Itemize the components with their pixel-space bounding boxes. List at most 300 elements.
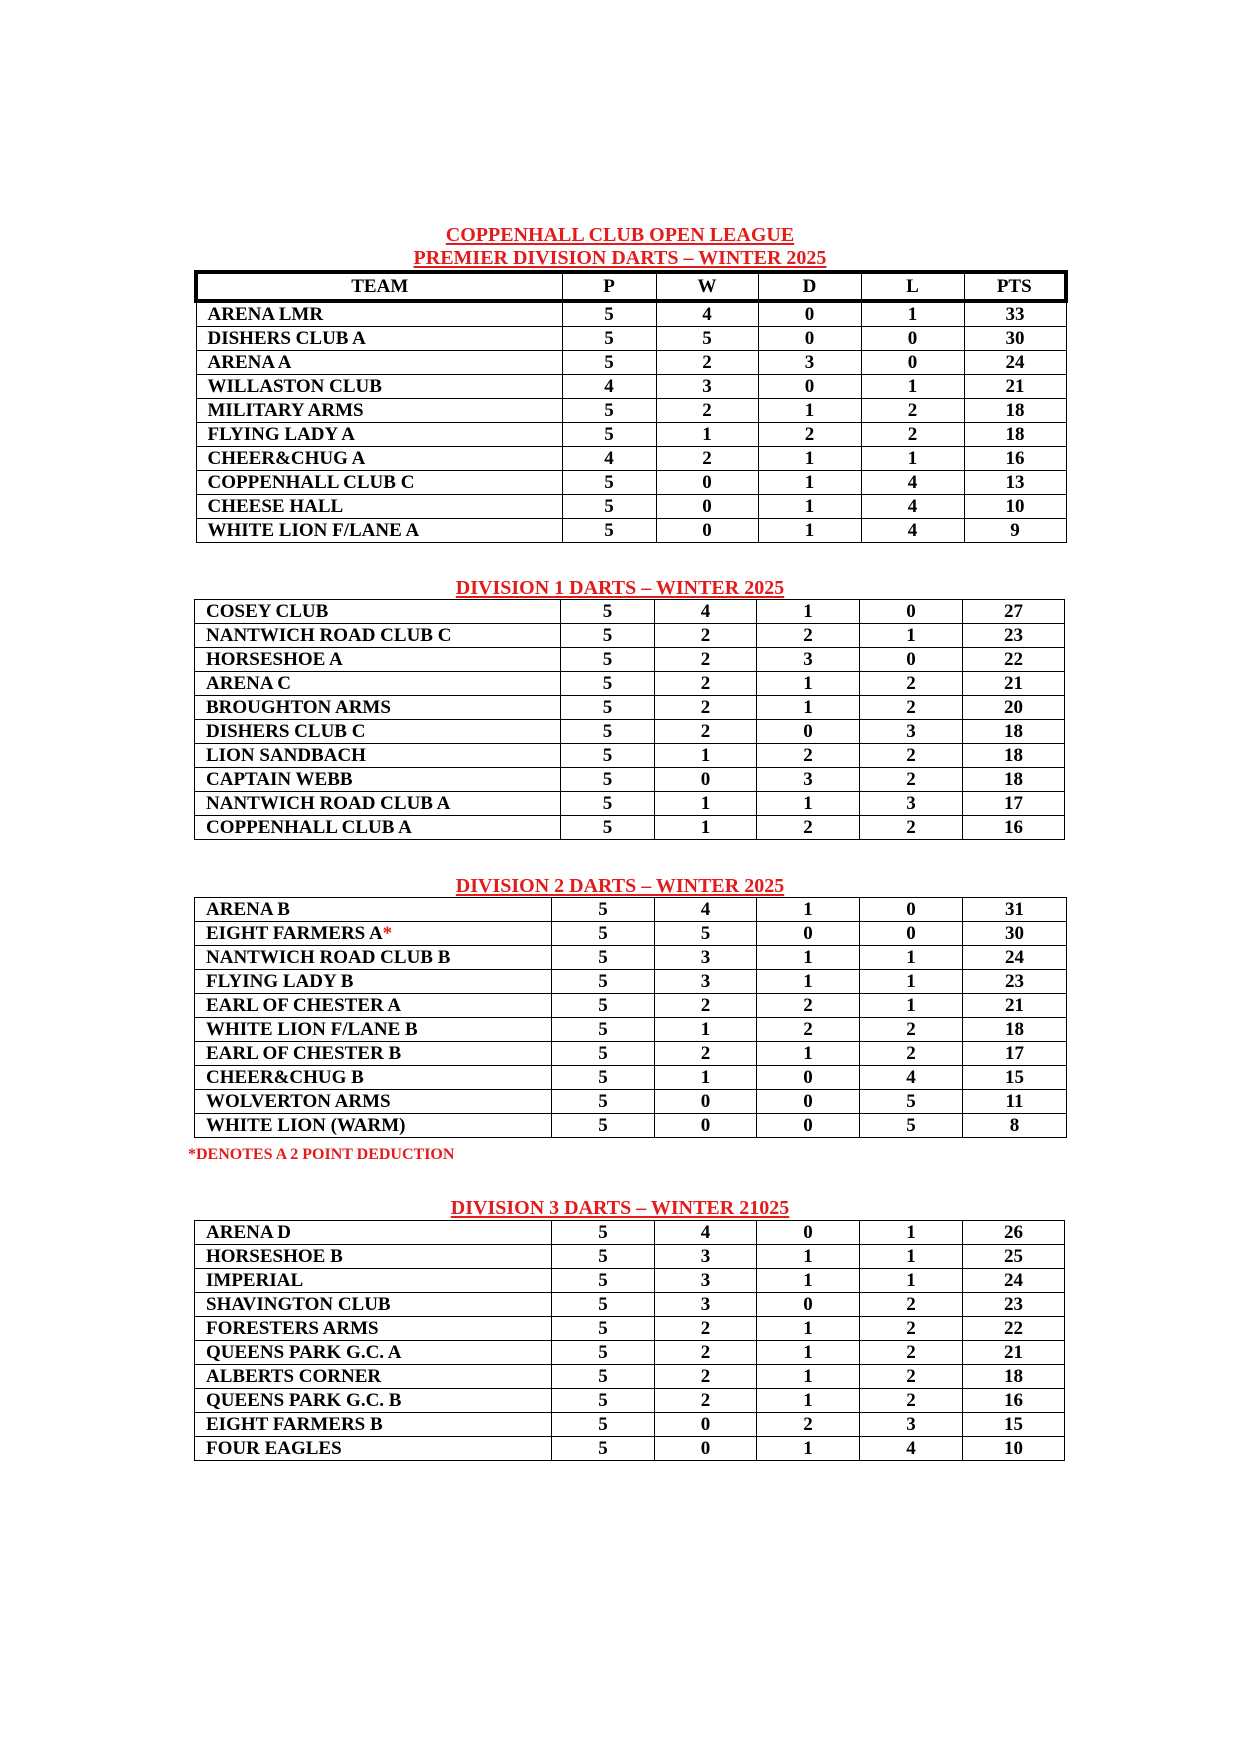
lost-cell: 0 [860, 922, 963, 946]
points-cell: 24 [963, 1269, 1065, 1293]
team-name-cell [195, 768, 561, 792]
points-cell: 26 [963, 1221, 1065, 1245]
drawn-cell: 2 [757, 1413, 860, 1437]
played-cell: 5 [552, 1018, 655, 1042]
lost-cell: 5 [860, 1114, 963, 1138]
division-1-table [194, 599, 1065, 840]
lost-cell: 4 [861, 519, 964, 543]
team-name: FOUR EAGLES [206, 1438, 342, 1459]
played-cell: 5 [552, 898, 655, 922]
table-row [195, 1090, 1067, 1114]
points-cell: 10 [963, 1437, 1065, 1461]
points-cell: 30 [963, 922, 1067, 946]
team-name-cell [195, 922, 552, 946]
table-row [195, 1293, 1065, 1317]
team-name-cell [195, 1042, 552, 1066]
team-name: ARENA D [206, 1222, 291, 1243]
points-cell: 21 [963, 672, 1065, 696]
team-name: WHITE LION F/LANE B [206, 1019, 418, 1040]
points-cell: 30 [964, 327, 1066, 351]
points-cell: 27 [963, 600, 1065, 624]
deduction-note: *DENOTES A 2 POINT DEDUCTION [188, 1146, 455, 1163]
division-2-table [194, 897, 1067, 1138]
played-cell: 5 [552, 1293, 655, 1317]
lost-cell: 1 [860, 624, 963, 648]
lost-cell: 0 [861, 327, 964, 351]
team-name: CHEER&CHUG B [206, 1067, 364, 1088]
drawn-cell: 1 [758, 471, 861, 495]
points-cell: 17 [963, 1042, 1067, 1066]
team-name: SHAVINGTON CLUB [206, 1294, 391, 1315]
won-cell: 2 [655, 1389, 757, 1413]
team-name-cell [195, 648, 561, 672]
won-cell: 1 [655, 792, 757, 816]
drawn-cell: 1 [757, 946, 860, 970]
drawn-cell: 2 [757, 994, 860, 1018]
column-header-l: L [861, 272, 964, 301]
played-cell: 5 [562, 423, 656, 447]
division-3-table [194, 1220, 1065, 1461]
won-cell: 4 [655, 1221, 757, 1245]
table-row [195, 1413, 1065, 1437]
team-name-cell [195, 672, 561, 696]
won-cell: 0 [655, 768, 757, 792]
drawn-cell: 1 [757, 672, 860, 696]
team-name-cell [195, 898, 552, 922]
drawn-cell: 2 [758, 423, 861, 447]
lost-cell: 1 [861, 301, 964, 327]
points-cell: 10 [964, 495, 1066, 519]
won-cell: 0 [655, 1090, 757, 1114]
played-cell: 5 [561, 648, 655, 672]
team-name-cell [196, 375, 562, 399]
team-name-cell [195, 816, 561, 840]
team-name-cell [195, 600, 561, 624]
premier-division-heading: PREMIER DIVISION DARTS – WINTER 2025 [413, 247, 827, 269]
played-cell: 5 [552, 1437, 655, 1461]
points-cell: 24 [964, 351, 1066, 375]
drawn-cell: 0 [757, 1221, 860, 1245]
lost-cell: 2 [860, 816, 963, 840]
column-header-team: TEAM [196, 272, 562, 301]
lost-cell: 1 [860, 994, 963, 1018]
lost-cell: 2 [860, 672, 963, 696]
points-cell: 20 [963, 696, 1065, 720]
won-cell: 2 [656, 447, 758, 471]
team-name-cell [195, 1341, 552, 1365]
points-cell: 18 [963, 744, 1065, 768]
table-row [195, 922, 1067, 946]
drawn-cell: 1 [757, 1389, 860, 1413]
table-row [196, 351, 1066, 375]
lost-cell: 2 [860, 744, 963, 768]
played-cell: 5 [552, 1066, 655, 1090]
drawn-cell: 1 [757, 1437, 860, 1461]
drawn-cell: 1 [757, 1317, 860, 1341]
table-row [195, 1042, 1067, 1066]
points-cell: 23 [963, 624, 1065, 648]
team-name: CHEESE HALL [207, 496, 344, 517]
drawn-cell: 0 [758, 327, 861, 351]
points-cell: 11 [963, 1090, 1067, 1114]
team-name: DISHERS CLUB C [206, 721, 366, 742]
points-cell: 21 [963, 1341, 1065, 1365]
team-name: ARENA C [206, 673, 291, 694]
drawn-cell: 1 [757, 970, 860, 994]
lost-cell: 1 [861, 375, 964, 399]
lost-cell: 0 [860, 648, 963, 672]
drawn-cell: 0 [757, 1066, 860, 1090]
table-row [195, 696, 1065, 720]
won-cell: 4 [655, 600, 757, 624]
lost-cell: 2 [861, 399, 964, 423]
points-cell: 18 [963, 768, 1065, 792]
table-body [196, 301, 1066, 543]
team-name-cell [195, 1221, 552, 1245]
division-3-heading: DIVISION 3 DARTS – WINTER 21025 [450, 1197, 790, 1219]
team-name-cell [195, 1269, 552, 1293]
lost-cell: 2 [860, 1293, 963, 1317]
team-name-cell [195, 1018, 552, 1042]
drawn-cell: 0 [757, 922, 860, 946]
played-cell: 5 [562, 471, 656, 495]
team-name: QUEENS PARK G.C. B [206, 1390, 402, 1411]
played-cell: 5 [552, 922, 655, 946]
won-cell: 1 [655, 1066, 757, 1090]
played-cell: 5 [552, 1365, 655, 1389]
played-cell: 4 [562, 375, 656, 399]
played-cell: 5 [561, 720, 655, 744]
drawn-cell: 3 [757, 648, 860, 672]
won-cell: 0 [655, 1437, 757, 1461]
team-name: ALBERTS CORNER [206, 1366, 382, 1387]
points-cell: 23 [963, 970, 1067, 994]
drawn-cell: 1 [757, 1042, 860, 1066]
table-row [196, 423, 1066, 447]
won-cell: 0 [655, 1413, 757, 1437]
points-cell: 18 [963, 1365, 1065, 1389]
played-cell: 5 [561, 672, 655, 696]
points-cell: 9 [964, 519, 1066, 543]
division-1-heading: DIVISION 1 DARTS – WINTER 2025 [455, 577, 785, 599]
team-name: CHEER&CHUG A [207, 448, 366, 469]
won-cell: 2 [655, 624, 757, 648]
played-cell: 5 [552, 1042, 655, 1066]
won-cell: 3 [656, 375, 758, 399]
lost-cell: 1 [860, 970, 963, 994]
table-header-row [196, 272, 1066, 301]
table-row [196, 519, 1066, 543]
drawn-cell: 3 [758, 351, 861, 375]
won-cell: 0 [656, 471, 758, 495]
team-name: WHITE LION F/LANE A [207, 520, 420, 541]
won-cell: 1 [656, 423, 758, 447]
drawn-cell: 1 [757, 1365, 860, 1389]
played-cell: 5 [552, 970, 655, 994]
table-row [195, 1437, 1065, 1461]
drawn-cell: 2 [757, 1018, 860, 1042]
team-name: COPPENHALL CLUB A [206, 817, 412, 838]
drawn-cell: 0 [758, 375, 861, 399]
team-name-cell [196, 447, 562, 471]
table-row [195, 1317, 1065, 1341]
played-cell: 5 [552, 1114, 655, 1138]
played-cell: 5 [562, 399, 656, 423]
points-cell: 18 [964, 423, 1066, 447]
team-name: EIGHT FARMERS A [206, 923, 383, 944]
points-cell: 18 [964, 399, 1066, 423]
won-cell: 5 [656, 327, 758, 351]
lost-cell: 4 [861, 471, 964, 495]
won-cell: 2 [655, 720, 757, 744]
won-cell: 4 [655, 898, 757, 922]
table-row [195, 946, 1067, 970]
won-cell: 3 [655, 1245, 757, 1269]
won-cell: 2 [655, 1317, 757, 1341]
team-name: FLYING LADY A [207, 424, 355, 445]
team-name: DISHERS CLUB A [207, 328, 366, 349]
lost-cell: 1 [860, 1269, 963, 1293]
points-cell: 16 [963, 1389, 1065, 1413]
division-2-heading: DIVISION 2 DARTS – WINTER 2025 [455, 875, 785, 897]
points-cell: 18 [963, 1018, 1067, 1042]
table-row [195, 898, 1067, 922]
team-name-cell [195, 994, 552, 1018]
drawn-cell: 1 [757, 1269, 860, 1293]
team-name-cell [195, 1365, 552, 1389]
drawn-cell: 0 [758, 301, 861, 327]
played-cell: 5 [552, 1090, 655, 1114]
won-cell: 0 [656, 495, 758, 519]
team-name: BROUGHTON ARMS [206, 697, 391, 718]
lost-cell: 4 [860, 1437, 963, 1461]
table-row [195, 1389, 1065, 1413]
played-cell: 5 [562, 519, 656, 543]
lost-cell: 2 [860, 1365, 963, 1389]
played-cell: 5 [562, 301, 656, 327]
team-name: NANTWICH ROAD CLUB C [206, 625, 452, 646]
won-cell: 2 [655, 1042, 757, 1066]
table-row [195, 1365, 1065, 1389]
won-cell: 0 [656, 519, 758, 543]
lost-cell: 2 [860, 768, 963, 792]
team-name-cell [195, 970, 552, 994]
points-cell: 23 [963, 1293, 1065, 1317]
team-name: COPPENHALL CLUB C [207, 472, 415, 493]
played-cell: 5 [561, 600, 655, 624]
table-row [195, 1018, 1067, 1042]
played-cell: 5 [552, 1245, 655, 1269]
table-body [195, 1221, 1065, 1461]
drawn-cell: 2 [757, 624, 860, 648]
team-name: NANTWICH ROAD CLUB A [206, 793, 451, 814]
lost-cell: 1 [860, 1245, 963, 1269]
points-cell: 16 [963, 816, 1065, 840]
played-cell: 5 [552, 1317, 655, 1341]
played-cell: 5 [552, 1413, 655, 1437]
lost-cell: 4 [861, 495, 964, 519]
won-cell: 2 [655, 1341, 757, 1365]
played-cell: 5 [562, 351, 656, 375]
team-name-cell [195, 1090, 552, 1114]
team-name: ARENA B [206, 899, 290, 920]
team-name-cell [195, 1293, 552, 1317]
table-row [196, 375, 1066, 399]
table-row [195, 1221, 1065, 1245]
played-cell: 5 [561, 744, 655, 768]
team-name: EIGHT FARMERS B [206, 1414, 383, 1435]
lost-cell: 1 [860, 1221, 963, 1245]
played-cell: 5 [552, 1389, 655, 1413]
won-cell: 2 [655, 672, 757, 696]
won-cell: 2 [655, 696, 757, 720]
won-cell: 1 [655, 744, 757, 768]
table-row [195, 816, 1065, 840]
team-name-cell [195, 624, 561, 648]
team-name: NANTWICH ROAD CLUB B [206, 947, 451, 968]
deduction-marker: * [382, 923, 393, 944]
played-cell: 5 [552, 1341, 655, 1365]
lost-cell: 2 [860, 1341, 963, 1365]
table-row [195, 744, 1065, 768]
played-cell: 5 [561, 696, 655, 720]
points-cell: 15 [963, 1066, 1067, 1090]
team-name: FLYING LADY B [206, 971, 354, 992]
points-cell: 24 [963, 946, 1067, 970]
won-cell: 2 [655, 648, 757, 672]
lost-cell: 2 [860, 696, 963, 720]
played-cell: 5 [561, 816, 655, 840]
team-name: HORSESHOE B [206, 1246, 343, 1267]
team-name-cell [196, 327, 562, 351]
played-cell: 5 [552, 1221, 655, 1245]
drawn-cell: 0 [757, 1090, 860, 1114]
team-name: COSEY CLUB [206, 601, 329, 622]
played-cell: 5 [552, 1269, 655, 1293]
table-body [195, 600, 1065, 840]
team-name-cell [195, 1114, 552, 1138]
team-name: EARL OF CHESTER A [206, 995, 402, 1016]
points-cell: 21 [963, 994, 1067, 1018]
points-cell: 18 [963, 720, 1065, 744]
team-name: EARL OF CHESTER B [206, 1043, 402, 1064]
team-name-cell [195, 1317, 552, 1341]
lost-cell: 2 [860, 1389, 963, 1413]
table-row [196, 495, 1066, 519]
played-cell: 5 [562, 327, 656, 351]
drawn-cell: 2 [757, 744, 860, 768]
table-row [195, 994, 1067, 1018]
points-cell: 22 [963, 648, 1065, 672]
column-header-pts: PTS [964, 272, 1066, 301]
team-name-cell [195, 792, 561, 816]
points-cell: 17 [963, 792, 1065, 816]
table-row [196, 301, 1066, 327]
team-name: ARENA A [207, 352, 292, 373]
team-name-cell [195, 946, 552, 970]
points-cell: 22 [963, 1317, 1065, 1341]
table-row [195, 648, 1065, 672]
drawn-cell: 1 [757, 898, 860, 922]
won-cell: 2 [655, 1365, 757, 1389]
won-cell: 1 [655, 816, 757, 840]
team-name: WHITE LION (WARM) [206, 1115, 406, 1136]
team-name-cell [195, 1066, 552, 1090]
team-name-cell [195, 1437, 552, 1461]
won-cell: 3 [655, 1269, 757, 1293]
team-name: HORSESHOE A [206, 649, 343, 670]
team-name-cell [196, 471, 562, 495]
team-name: LION SANDBACH [206, 745, 366, 766]
team-name-cell [196, 351, 562, 375]
points-cell: 25 [963, 1245, 1065, 1269]
table-row [195, 792, 1065, 816]
table-row [196, 399, 1066, 423]
team-name-cell [195, 1245, 552, 1269]
team-name-cell [196, 399, 562, 423]
table-row [195, 1341, 1065, 1365]
lost-cell: 2 [860, 1317, 963, 1341]
lost-cell: 2 [860, 1018, 963, 1042]
table-row [195, 624, 1065, 648]
drawn-cell: 1 [757, 696, 860, 720]
played-cell: 5 [561, 768, 655, 792]
table-row [195, 768, 1065, 792]
team-name-cell [196, 301, 562, 327]
lost-cell: 0 [861, 351, 964, 375]
table-row [196, 327, 1066, 351]
played-cell: 5 [561, 624, 655, 648]
table-row [196, 471, 1066, 495]
won-cell: 2 [656, 351, 758, 375]
drawn-cell: 0 [757, 1114, 860, 1138]
played-cell: 4 [562, 447, 656, 471]
won-cell: 1 [655, 1018, 757, 1042]
league-title: COPPENHALL CLUB OPEN LEAGUE [445, 224, 795, 246]
lost-cell: 3 [860, 792, 963, 816]
won-cell: 3 [655, 1293, 757, 1317]
table-row [196, 447, 1066, 471]
points-cell: 8 [963, 1114, 1067, 1138]
played-cell: 5 [552, 946, 655, 970]
team-name: WILLASTON CLUB [207, 376, 382, 397]
points-cell: 16 [964, 447, 1066, 471]
column-header-w: W [656, 272, 758, 301]
points-cell: 15 [963, 1413, 1065, 1437]
team-name-cell [195, 1389, 552, 1413]
team-name-cell [195, 720, 561, 744]
table-row [195, 1114, 1067, 1138]
table-row [195, 970, 1067, 994]
table-row [195, 600, 1065, 624]
team-name-cell [195, 696, 561, 720]
points-cell: 13 [964, 471, 1066, 495]
drawn-cell: 1 [757, 792, 860, 816]
won-cell: 3 [655, 970, 757, 994]
table-row [195, 672, 1065, 696]
lost-cell: 2 [860, 1042, 963, 1066]
points-cell: 21 [964, 375, 1066, 399]
table-row [195, 720, 1065, 744]
played-cell: 5 [561, 792, 655, 816]
drawn-cell: 1 [758, 399, 861, 423]
team-name: QUEENS PARK G.C. A [206, 1342, 402, 1363]
table-row [195, 1269, 1065, 1293]
won-cell: 2 [655, 994, 757, 1018]
column-header-p: P [562, 272, 656, 301]
team-name-cell [195, 744, 561, 768]
column-header-d: D [758, 272, 861, 301]
